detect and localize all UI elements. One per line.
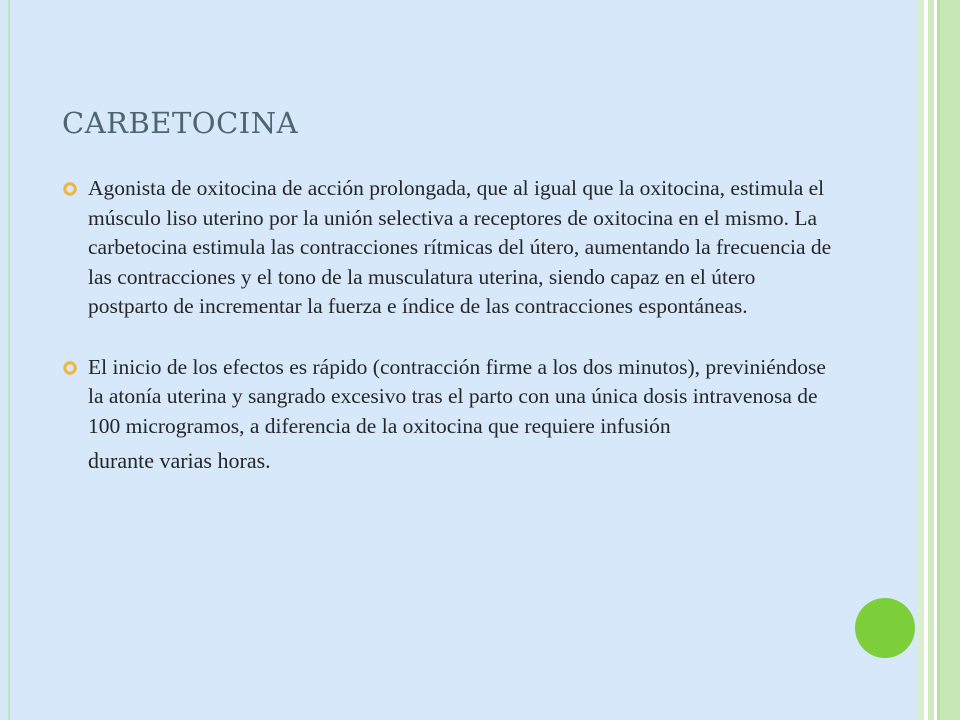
bullet-text-tail: durante varias horas. bbox=[88, 448, 271, 473]
bullet-item bbox=[60, 174, 840, 322]
ring-bullet-icon bbox=[62, 360, 78, 376]
right-decorative-stripes bbox=[918, 0, 960, 720]
bullet-text: Agonista de oxitocina de acción prolongada, que al igual que la oxitocina, estimula el músculo liso uterino por la unión selectiva a receptores de oxitocina en el mismo. La carbetocina estimula las contracciones rítmicas del útero, aumentando la frecuencia de las contracciones y el tono de la musculatura uterina, siendo capaz en el útero postparto de incrementar la fuerza e índice de las contracciones espontáneas. bbox=[88, 176, 832, 318]
bullet-list bbox=[60, 174, 840, 481]
left-decorative-stripe bbox=[0, 0, 10, 720]
ring-bullet-icon bbox=[62, 181, 78, 197]
decorative-green-circle bbox=[855, 598, 915, 658]
bullet-text: El inicio de los efectos es rápido (contracción firme a los dos minutos), previniéndose la atonía uterina y sangrado excesivo tras el parto con una única dosis intravenosa de 100 microgramos, a diferencia de la oxitocina que requiere infusión bbox=[88, 354, 826, 438]
bullet-item bbox=[60, 353, 840, 482]
slide-title: CARBETOCINA bbox=[62, 106, 299, 140]
